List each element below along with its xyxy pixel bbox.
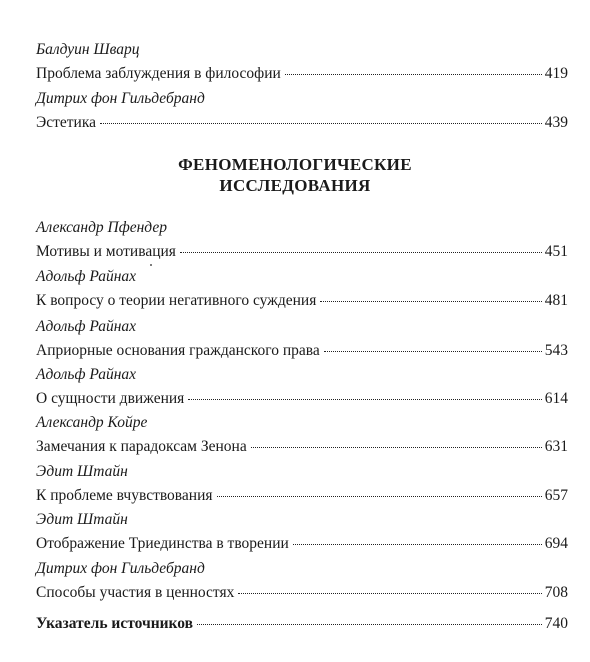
toc-title: Мотивы и мотивация bbox=[36, 243, 176, 260]
toc-page-number: 694 bbox=[544, 535, 568, 552]
toc-line bbox=[36, 583, 568, 603]
toc-entry bbox=[36, 559, 568, 603]
toc-title: Способы участия в ценностях bbox=[36, 584, 235, 601]
toc-entry bbox=[36, 413, 568, 457]
toc-page-number: 543 bbox=[544, 342, 568, 359]
toc-title: К проблеме вчувствования bbox=[36, 487, 213, 504]
toc-title: Отображение Триединства в творении bbox=[36, 535, 289, 552]
toc-page-number: 439 bbox=[544, 114, 568, 131]
toc-line bbox=[36, 614, 568, 634]
toc-page-number: 481 bbox=[544, 292, 568, 309]
dot-leader bbox=[188, 399, 541, 400]
toc-title: О сущности движения bbox=[36, 390, 185, 407]
toc-entry bbox=[36, 365, 568, 409]
toc-author: Адольф Райнах bbox=[36, 318, 137, 335]
toc-title: Априорные основания гражданского права bbox=[36, 342, 320, 359]
toc-author: Дитрих фон Гильдебранд bbox=[36, 560, 205, 577]
print-speck bbox=[150, 264, 152, 266]
dot-leader bbox=[251, 447, 542, 448]
toc-author: Адольф Райнах bbox=[36, 366, 137, 383]
toc-entry bbox=[36, 510, 568, 554]
toc-line bbox=[36, 437, 568, 457]
section-heading bbox=[0, 154, 590, 196]
toc-line bbox=[36, 534, 568, 554]
dot-leader bbox=[324, 351, 542, 352]
dot-leader bbox=[100, 123, 542, 124]
toc-line bbox=[36, 113, 568, 133]
dot-leader bbox=[217, 496, 542, 497]
toc-page-number: 740 bbox=[544, 615, 568, 632]
toc-author: Балдуин Шварц bbox=[36, 41, 140, 58]
section-heading-line: ИССЛЕДОВАНИЯ bbox=[219, 176, 371, 195]
toc-line bbox=[36, 389, 568, 409]
toc-author: Адольф Райнах bbox=[36, 268, 137, 285]
dot-leader bbox=[238, 593, 541, 594]
toc-page-number: 708 bbox=[544, 584, 568, 601]
toc-entry bbox=[36, 267, 568, 311]
toc-line bbox=[36, 486, 568, 506]
toc-entry bbox=[36, 89, 568, 133]
toc-line bbox=[36, 291, 568, 311]
toc-entry bbox=[36, 317, 568, 361]
toc-title: К вопросу о теории негативного суждения bbox=[36, 292, 317, 309]
toc-index-entry bbox=[36, 614, 568, 634]
dot-leader bbox=[197, 624, 542, 625]
dot-leader bbox=[180, 252, 542, 253]
dot-leader bbox=[320, 301, 541, 302]
toc-entry bbox=[36, 462, 568, 506]
toc-author: Александр Пфендер bbox=[36, 219, 167, 236]
toc-title: Эстетика bbox=[36, 114, 97, 131]
toc-page-number: 451 bbox=[544, 243, 568, 260]
toc-entry bbox=[36, 40, 568, 84]
dot-leader bbox=[285, 74, 542, 75]
toc-line bbox=[36, 341, 568, 361]
toc-title: Проблема заблуждения в философии bbox=[36, 65, 281, 82]
dot-leader bbox=[293, 544, 542, 545]
toc-page-number: 657 bbox=[544, 487, 568, 504]
toc-author: Эдит Штайн bbox=[36, 463, 128, 480]
toc-line bbox=[36, 242, 568, 262]
toc-author: Эдит Штайн bbox=[36, 511, 128, 528]
toc-line bbox=[36, 64, 568, 84]
toc-author: Александр Койре bbox=[36, 414, 148, 431]
toc-title: Замечания к парадоксам Зенона bbox=[36, 438, 247, 455]
toc-title: Указатель источников bbox=[36, 615, 194, 632]
section-heading-line: ФЕНОМЕНОЛОГИЧЕСКИЕ bbox=[178, 155, 412, 174]
toc-page-number: 614 bbox=[544, 390, 568, 407]
toc-entry bbox=[36, 218, 568, 262]
toc-page-number: 631 bbox=[544, 438, 568, 455]
toc-page-number: 419 bbox=[544, 65, 568, 82]
toc-author: Дитрих фон Гильдебранд bbox=[36, 90, 205, 107]
